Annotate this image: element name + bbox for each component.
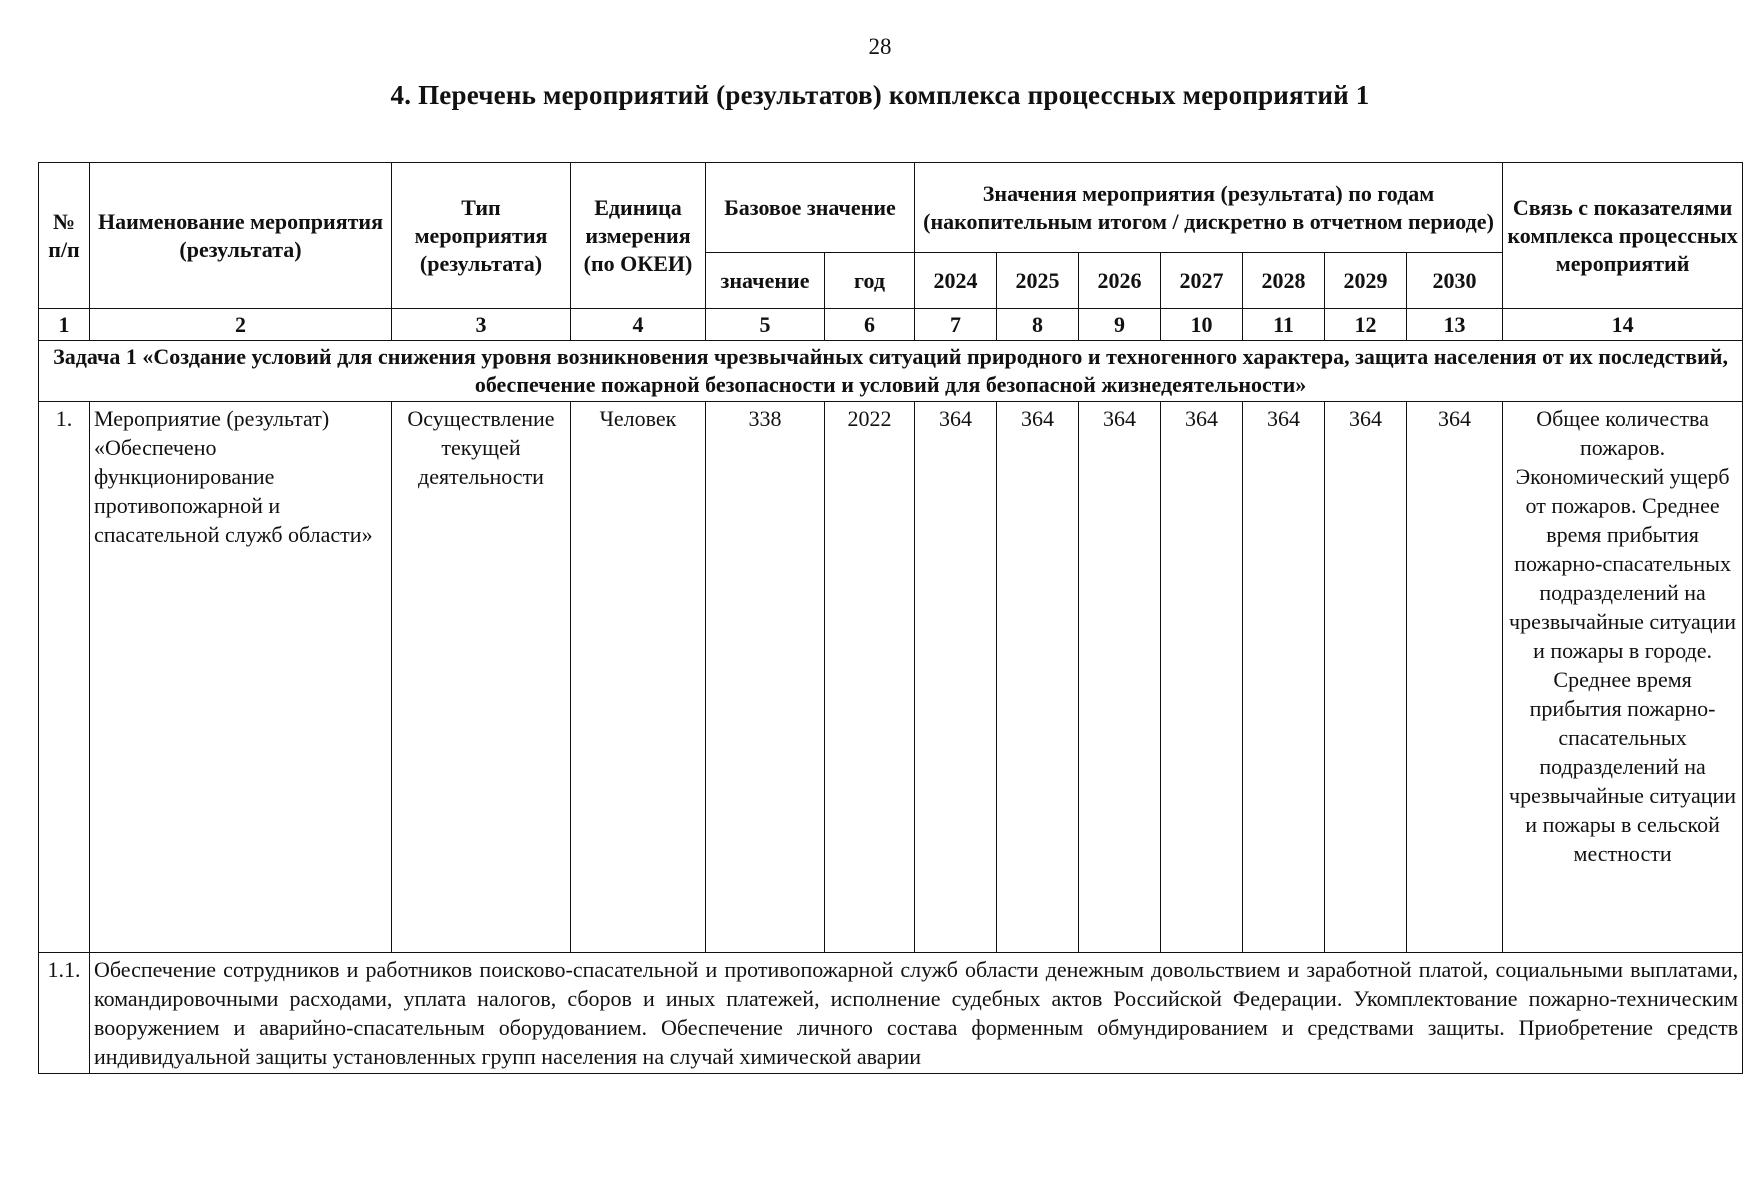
- column-number: 12: [1325, 309, 1407, 341]
- header-year: 2028: [1243, 253, 1325, 309]
- year-value: 364: [1243, 402, 1325, 953]
- column-number: 10: [1161, 309, 1243, 341]
- header-link: Связь с показателями комплекса процессных мероприятий: [1503, 163, 1743, 309]
- measures-table: [38, 162, 1743, 1074]
- column-number: 5: [706, 309, 825, 341]
- column-number: 9: [1079, 309, 1161, 341]
- header-year: 2026: [1079, 253, 1161, 309]
- page-number: 28: [868, 34, 892, 59]
- column-number: 13: [1407, 309, 1503, 341]
- header-year: 2025: [997, 253, 1079, 309]
- table-row: [39, 953, 1743, 1074]
- measure-name: Мероприятие (результат) «Обеспечено функционирование противопожарной и спасательной служб области»: [90, 402, 392, 953]
- base-year: 2022: [825, 402, 915, 953]
- header-base-value: значение: [706, 253, 825, 309]
- row-number: 1.: [39, 402, 90, 953]
- header-type: Тип мероприятия (результата): [392, 163, 571, 309]
- year-value: 364: [997, 402, 1079, 953]
- column-number: 3: [392, 309, 571, 341]
- header-year: 2024: [915, 253, 997, 309]
- header-base: Базовое значение: [706, 163, 915, 253]
- header-num: № п/п: [39, 163, 90, 309]
- measure-type: Осуществление текущей деятельности: [392, 402, 571, 953]
- header-year: 2027: [1161, 253, 1243, 309]
- header-values-by-year: Значения мероприятия (результата) по годам (накопительным итогом / дискретно в отчетном периоде): [915, 163, 1503, 253]
- header-name: Наименование мероприятия (результата): [90, 163, 392, 309]
- measure-unit: Человек: [571, 402, 706, 953]
- task-1-title: Задача 1 «Создание условий для снижения уровня возникновения чрезвычайных ситуаций природного и техногенного характера, защита населения от их последствий, обеспечение пожарной безопасности и условий для безопасной жизнедеятельности»: [39, 341, 1743, 402]
- table-row: [39, 402, 1743, 953]
- column-number: 8: [997, 309, 1079, 341]
- page-title: 4. Перечень мероприятий (результатов) комплекса процессных мероприятий 1: [390, 80, 1370, 110]
- header-year: 2029: [1325, 253, 1407, 309]
- column-number: 2: [90, 309, 392, 341]
- year-value: 364: [1161, 402, 1243, 953]
- column-number: 7: [915, 309, 997, 341]
- linked-indicators: Общее количества пожаров. Экономический ущерб от пожаров. Среднее время прибытия пожарно-спасательных подразделений на чрезвычайные ситуации и пожары в городе. Среднее время прибытия пожарно-спасательных подразделений на чрезвычайные ситуации и пожары в сельской местности: [1503, 402, 1743, 953]
- year-value: 364: [1325, 402, 1407, 953]
- sub-measure-description: Обеспечение сотрудников и работников поисково-спасательной и противопожарной служб области денежным довольствием и заработной платой, социальными выплатами, командировочными расходами, уплата налогов, сборов и иных платежей, исполнение судебных актов Российской Федерации. Укомплектование пожарно-техническим вооружением и аварийно-спасательным оборудованием. Обеспечение личного состава форменным обмундированием и средствами защиты. Приобретение средств индивидуальной защиты установленных групп населения на случай химической аварии: [90, 953, 1743, 1074]
- column-number: 14: [1503, 309, 1743, 341]
- column-number: 4: [571, 309, 706, 341]
- column-number: 11: [1243, 309, 1325, 341]
- header-year: 2030: [1407, 253, 1503, 309]
- year-value: 364: [915, 402, 997, 953]
- header-row-1: [39, 163, 1743, 253]
- base-value: 338: [706, 402, 825, 953]
- year-value: 364: [1079, 402, 1161, 953]
- header-unit: Единица измерения (по ОКЕИ): [571, 163, 706, 309]
- column-number-row: [39, 309, 1743, 341]
- row-number: 1.1.: [39, 953, 90, 1074]
- column-number: 6: [825, 309, 915, 341]
- header-base-year: год: [825, 253, 915, 309]
- task-row: [39, 341, 1743, 402]
- year-value: 364: [1407, 402, 1503, 953]
- column-number: 1: [39, 309, 90, 341]
